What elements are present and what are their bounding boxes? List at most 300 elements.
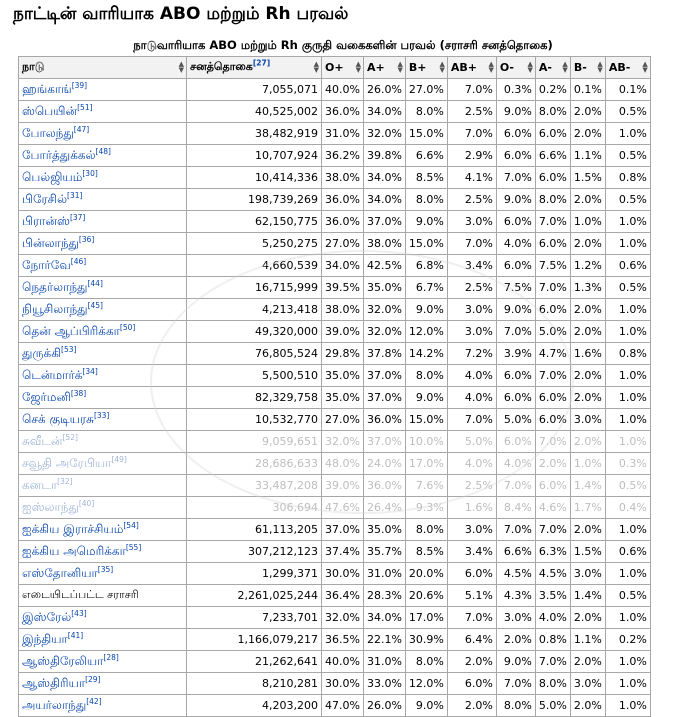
percentage-cell: 6.0% [535, 233, 570, 255]
country-cell[interactable] [19, 101, 187, 123]
reference-link[interactable]: [30] [82, 168, 98, 178]
country-link[interactable]: பிரான்ஸ் [22, 213, 70, 228]
reference-link[interactable]: [38] [70, 388, 87, 398]
percentage-cell: 17.0% [405, 453, 447, 475]
table-row [19, 79, 651, 101]
percentage-cell: 1.5% [570, 541, 605, 563]
percentage-cell: 0.5% [605, 145, 650, 167]
table-row [19, 409, 651, 431]
reference-link[interactable]: [46] [70, 256, 87, 266]
percentage-cell: 37.0% [363, 365, 405, 387]
column-header-o-positive[interactable]: O+ ▲ ▼ [322, 57, 364, 79]
percentage-cell: 7.5% [535, 255, 570, 277]
percentage-cell: 8.0% [405, 101, 447, 123]
country-cell[interactable] [19, 651, 187, 673]
reference-link[interactable]: [31] [67, 190, 83, 200]
percentage-cell: 20.6% [405, 585, 447, 607]
reference-link[interactable]: [45] [87, 300, 103, 310]
country-cell[interactable] [19, 475, 187, 497]
percentage-cell: 1.0% [605, 409, 650, 431]
column-header-b-positive[interactable]: B+ ▲ ▼ [405, 57, 447, 79]
percentage-cell: 2.0% [447, 651, 496, 673]
percentage-cell: 7.0% [447, 607, 496, 629]
table-row [19, 607, 651, 629]
percentage-cell: 39.0% [322, 321, 364, 343]
country-cell[interactable] [19, 321, 187, 343]
percentage-cell: 6.0% [535, 123, 570, 145]
reference-link[interactable]: [42] [86, 696, 102, 706]
country-link[interactable]: பிரேசில் [22, 191, 68, 206]
percentage-cell: 2.0% [570, 387, 605, 409]
percentage-cell: 27.0% [405, 79, 447, 101]
table-row [19, 123, 651, 145]
table-row [19, 299, 651, 321]
table-row [19, 519, 651, 541]
percentage-cell: 4.7% [535, 343, 570, 365]
percentage-cell: 0.2% [605, 629, 650, 651]
table-row [19, 167, 651, 189]
table-row [19, 233, 651, 255]
percentage-cell: 1.6% [447, 497, 496, 519]
percentage-cell: 2.9% [447, 145, 496, 167]
percentage-cell: 8.0% [535, 101, 570, 123]
reference-link[interactable]: [36] [78, 234, 95, 244]
percentage-cell: 6.6% [535, 145, 570, 167]
percentage-cell: 2.0% [496, 629, 535, 651]
percentage-cell: 4.0% [496, 453, 535, 475]
percentage-cell: 36.0% [363, 409, 405, 431]
percentage-cell: 2.5% [447, 277, 496, 299]
percentage-cell: 8.0% [405, 365, 447, 387]
country-link[interactable]: சுவீடன் [22, 433, 63, 448]
percentage-cell: 1.7% [570, 497, 605, 519]
percentage-cell: 4.5% [496, 563, 535, 585]
population-cell: 82,329,758 [187, 387, 322, 409]
percentage-cell: 1.0% [605, 607, 650, 629]
percentage-cell: 3.9% [496, 343, 535, 365]
country-cell[interactable] [19, 167, 187, 189]
percentage-cell: 30.9% [405, 629, 447, 651]
percentage-cell: 3.0% [570, 409, 605, 431]
country-link[interactable]: நோர்வே [22, 257, 71, 272]
country-link[interactable]: கனடா [22, 477, 58, 492]
country-cell[interactable] [19, 673, 187, 695]
percentage-cell: 31.0% [363, 651, 405, 673]
percentage-cell: 2.0% [570, 651, 605, 673]
country-cell[interactable] [19, 387, 187, 409]
percentage-cell: 32.0% [322, 431, 364, 453]
reference-link[interactable]: [29] [85, 674, 101, 684]
country-cell[interactable] [19, 123, 187, 145]
country-link[interactable]: ஹங்காங் [22, 81, 72, 96]
percentage-cell: 7.2% [447, 343, 496, 365]
percentage-cell: 7.0% [496, 673, 535, 695]
percentage-cell: 37.0% [363, 431, 405, 453]
percentage-cell: 3.0% [496, 607, 535, 629]
percentage-cell: 9.0% [405, 299, 447, 321]
percentage-cell: 15.0% [405, 123, 447, 145]
reference-link[interactable]: [27] [252, 58, 271, 68]
percentage-cell: 1.0% [605, 299, 650, 321]
percentage-cell: 15.0% [405, 409, 447, 431]
percentage-cell: 4.6% [535, 497, 570, 519]
country-cell[interactable] [19, 277, 187, 299]
country-link[interactable]: ஜேர்மனி [22, 389, 71, 404]
reference-link[interactable]: [54] [123, 520, 139, 530]
reference-link[interactable]: [41] [67, 630, 84, 640]
table-body [19, 79, 651, 717]
percentage-cell: 2.0% [570, 101, 605, 123]
country-cell[interactable] [19, 343, 187, 365]
percentage-cell: 3.0% [447, 321, 496, 343]
percentage-cell: 1.0% [605, 431, 650, 453]
percentage-cell: 28.3% [363, 585, 405, 607]
table-row [19, 255, 651, 277]
country-link[interactable]: பின்லாந்து [22, 235, 79, 250]
reference-link[interactable]: [32] [57, 476, 73, 486]
reference-link[interactable]: [49] [111, 454, 127, 464]
column-header-b-negative[interactable]: B- ▲ ▼ [570, 57, 605, 79]
percentage-cell: 6.0% [496, 211, 535, 233]
percentage-cell: 8.5% [405, 541, 447, 563]
percentage-cell: 6.0% [535, 409, 570, 431]
percentage-cell: 5.0% [535, 321, 570, 343]
percentage-cell: 6.0% [496, 123, 535, 145]
country-link[interactable]: டென்மார்க் [22, 367, 83, 382]
population-cell: 5,500,510 [187, 365, 322, 387]
percentage-cell: 8.4% [496, 497, 535, 519]
column-header-o-negative[interactable]: O- ▲ ▼ [496, 57, 535, 79]
percentage-cell: 1.0% [605, 233, 650, 255]
reference-link[interactable]: [33] [93, 410, 110, 420]
percentage-cell: 47.0% [322, 695, 364, 717]
country-cell[interactable] [19, 519, 187, 541]
percentage-cell: 9.0% [405, 695, 447, 717]
country-cell[interactable] [19, 299, 187, 321]
table-row [19, 277, 651, 299]
country-link[interactable]: எஸ்தோனியா [22, 565, 98, 580]
percentage-cell: 0.1% [570, 79, 605, 101]
sort-icon[interactable]: ▲ ▼ [597, 60, 603, 74]
population-cell: 21,262,641 [187, 651, 322, 673]
table-row [19, 585, 651, 607]
percentage-cell: 6.3% [535, 541, 570, 563]
sort-icon[interactable]: ▲ ▼ [527, 60, 533, 74]
percentage-cell: 36.2% [322, 145, 364, 167]
reference-link[interactable]: [28] [103, 652, 119, 662]
percentage-cell: 6.6% [496, 541, 535, 563]
percentage-cell: 1.0% [605, 651, 650, 673]
percentage-cell: 3.4% [447, 255, 496, 277]
reference-link[interactable]: [55] [125, 542, 142, 552]
percentage-cell: 0.3% [605, 453, 650, 475]
percentage-cell: 9.0% [405, 387, 447, 409]
percentage-cell: 8.0% [535, 673, 570, 695]
country-link[interactable]: ஐக்கிய இராச்சியம் [22, 521, 124, 536]
country-cell[interactable] [19, 409, 187, 431]
country-cell[interactable] [19, 79, 187, 101]
reference-link[interactable]: [48] [95, 146, 111, 156]
column-header-country[interactable]: நாடு ▲ ▼ [19, 57, 187, 79]
percentage-cell: 1.0% [605, 123, 650, 145]
percentage-cell: 0.6% [605, 541, 650, 563]
percentage-cell: 7.0% [535, 365, 570, 387]
percentage-cell: 2.0% [570, 431, 605, 453]
table-row [19, 497, 651, 519]
percentage-cell: 36.0% [322, 101, 364, 123]
sort-icon[interactable]: ▲ ▼ [313, 60, 319, 74]
table-row [19, 453, 651, 475]
percentage-cell: 47.6% [322, 497, 364, 519]
country-link[interactable]: ஐக்கிய அமெரிக்கா [22, 543, 126, 558]
percentage-cell: 2.0% [570, 695, 605, 717]
country-link[interactable]: போர்த்துக்கல் [22, 147, 96, 162]
percentage-cell: 35.0% [322, 365, 364, 387]
percentage-cell: 34.0% [363, 167, 405, 189]
country-link[interactable]: அயர்லாந்து [22, 697, 87, 712]
population-cell: 10,414,336 [187, 167, 322, 189]
percentage-cell: 1.0% [605, 365, 650, 387]
percentage-cell: 34.0% [322, 255, 364, 277]
population-cell: 8,210,281 [187, 673, 322, 695]
country-link[interactable]: பெல்ஜியம் [22, 169, 83, 184]
reference-link[interactable]: [34] [82, 366, 98, 376]
percentage-cell: 5.0% [447, 431, 496, 453]
percentage-cell: 4.3% [496, 585, 535, 607]
country-link[interactable]: சவூதி அரேபியா [22, 455, 112, 470]
reference-link[interactable]: [35] [97, 564, 114, 574]
percentage-cell: 0.1% [605, 79, 650, 101]
reference-link[interactable]: [53] [61, 344, 77, 354]
percentage-cell: 6.7% [405, 277, 447, 299]
country-cell[interactable] [19, 145, 187, 167]
country-link[interactable]: நெதர்லாந்து [22, 279, 88, 294]
percentage-cell: 2.5% [447, 189, 496, 211]
population-cell: 2,261,025,244 [187, 585, 322, 607]
percentage-cell: 0.4% [605, 497, 650, 519]
percentage-cell: 7.0% [535, 651, 570, 673]
percentage-cell: 38.0% [322, 167, 364, 189]
country-cell[interactable] [19, 629, 187, 651]
percentage-cell: 1.1% [570, 145, 605, 167]
reference-link[interactable]: [43] [71, 608, 87, 618]
column-header-ab-positive[interactable]: AB+ ▲ ▼ [447, 57, 496, 79]
percentage-cell: 26.0% [363, 79, 405, 101]
percentage-cell: 9.0% [496, 189, 535, 211]
percentage-cell: 17.0% [405, 607, 447, 629]
percentage-cell: 8.5% [405, 167, 447, 189]
percentage-cell: 34.0% [363, 607, 405, 629]
table-row [19, 431, 651, 453]
country-cell[interactable] [19, 255, 187, 277]
percentage-cell: 7.0% [535, 519, 570, 541]
percentage-cell: 8.0% [535, 189, 570, 211]
percentage-cell: 35.0% [322, 387, 364, 409]
population-cell: 49,320,000 [187, 321, 322, 343]
column-header-ab-negative[interactable]: AB- ▲ ▼ [605, 57, 650, 79]
population-cell: 4,203,200 [187, 695, 322, 717]
percentage-cell: 6.0% [496, 365, 535, 387]
country-cell[interactable] [19, 233, 187, 255]
percentage-cell: 0.5% [605, 475, 650, 497]
country-cell[interactable] [19, 453, 187, 475]
percentage-cell: 37.8% [363, 343, 405, 365]
population-cell: 1,299,371 [187, 563, 322, 585]
country-cell[interactable] [19, 607, 187, 629]
table-row [19, 695, 651, 717]
percentage-cell: 2.5% [447, 101, 496, 123]
percentage-cell: 9.0% [496, 101, 535, 123]
percentage-cell: 34.0% [363, 189, 405, 211]
percentage-cell: 4.0% [447, 387, 496, 409]
percentage-cell: 32.0% [322, 607, 364, 629]
percentage-cell: 36.0% [363, 475, 405, 497]
country-link[interactable]: ஆஸ்திரேலியா [22, 653, 104, 668]
table-caption: நாடுவாரியாக ABO மற்றும் Rh குருதி வகைகளின் பரவல் (சராசரி சனத்தொகை) [133, 38, 553, 52]
percentage-cell: 6.0% [496, 255, 535, 277]
percentage-cell: 9.0% [496, 651, 535, 673]
percentage-cell: 6.0% [447, 563, 496, 585]
percentage-cell: 6.0% [535, 387, 570, 409]
sort-icon[interactable]: ▲ ▼ [642, 60, 648, 74]
reference-link[interactable]: [37] [69, 212, 86, 222]
population-cell: 307,212,123 [187, 541, 322, 563]
reference-link[interactable]: [52] [62, 432, 78, 442]
reference-link[interactable]: [44] [87, 278, 103, 288]
percentage-cell: 32.0% [363, 321, 405, 343]
percentage-cell: 40.0% [322, 79, 364, 101]
blood-type-table [18, 56, 651, 717]
country-cell[interactable] [19, 563, 187, 585]
table-row [19, 387, 651, 409]
percentage-cell: 7.0% [447, 79, 496, 101]
percentage-cell: 9.0% [496, 299, 535, 321]
country-cell[interactable] [19, 431, 187, 453]
country-link[interactable]: நியூசிலாந்து [22, 301, 88, 316]
percentage-cell: 8.0% [405, 189, 447, 211]
population-cell: 10,707,924 [187, 145, 322, 167]
table-row [19, 101, 651, 123]
percentage-cell: 31.0% [363, 563, 405, 585]
table-row [19, 475, 651, 497]
country-cell[interactable] [19, 189, 187, 211]
percentage-cell: 4.1% [447, 167, 496, 189]
percentage-cell: 4.0% [535, 607, 570, 629]
country-link[interactable]: ஆஸ்திரியா [22, 675, 86, 690]
percentage-cell: 27.0% [322, 409, 364, 431]
country-cell[interactable] [19, 211, 187, 233]
percentage-cell: 2.0% [570, 123, 605, 145]
percentage-cell: 4.0% [496, 233, 535, 255]
percentage-cell: 37.4% [322, 541, 364, 563]
percentage-cell: 7.0% [447, 409, 496, 431]
percentage-cell: 3.0% [570, 673, 605, 695]
percentage-cell: 1.0% [570, 453, 605, 475]
country-link[interactable]: தென் ஆப்பிரிக்கா [22, 323, 120, 338]
sort-icon[interactable]: ▲ ▼ [355, 60, 361, 74]
percentage-cell: 10.0% [405, 431, 447, 453]
column-header-population[interactable]: சனத்தொகை[27] ▲ ▼ [187, 57, 322, 79]
percentage-cell: 1.4% [570, 585, 605, 607]
percentage-cell: 0.8% [535, 629, 570, 651]
population-cell: 9,059,651 [187, 431, 322, 453]
reference-link[interactable]: [39] [71, 80, 88, 90]
percentage-cell: 2.5% [447, 475, 496, 497]
percentage-cell: 14.2% [405, 343, 447, 365]
percentage-cell: 0.6% [605, 255, 650, 277]
percentage-cell: 30.0% [322, 673, 364, 695]
sort-icon[interactable]: ▲ ▼ [488, 60, 494, 74]
sort-icon[interactable]: ▲ ▼ [439, 60, 445, 74]
population-cell: 62,150,775 [187, 211, 322, 233]
percentage-cell: 0.5% [605, 277, 650, 299]
column-header-a-negative[interactable]: A- ▲ ▼ [535, 57, 570, 79]
percentage-cell: 0.2% [535, 79, 570, 101]
percentage-cell: 34.0% [363, 101, 405, 123]
percentage-cell: 15.0% [405, 233, 447, 255]
percentage-cell: 7.0% [535, 431, 570, 453]
reference-link[interactable]: [51] [77, 102, 93, 112]
table-row [19, 365, 651, 387]
percentage-cell: 3.0% [570, 563, 605, 585]
percentage-cell: 8.0% [405, 519, 447, 541]
sort-icon[interactable]: ▲ ▼ [562, 60, 568, 74]
percentage-cell: 35.0% [363, 277, 405, 299]
country-link[interactable]: போலந்து [22, 125, 74, 140]
country-cell[interactable] [19, 541, 187, 563]
percentage-cell: 6.4% [447, 629, 496, 651]
column-header-a-positive[interactable]: A+ ▲ ▼ [363, 57, 405, 79]
population-cell: 306,694 [187, 497, 322, 519]
sort-icon[interactable]: ▲ ▼ [178, 60, 184, 74]
reference-link[interactable]: [47] [73, 124, 90, 134]
reference-link[interactable]: [40] [78, 498, 95, 508]
percentage-cell: 38.0% [322, 299, 364, 321]
percentage-cell: 5.0% [535, 695, 570, 717]
percentage-cell: 2.0% [447, 695, 496, 717]
country-link[interactable]: இந்தியா [22, 631, 68, 646]
percentage-cell: 0.8% [605, 167, 650, 189]
population-cell: 38,482,919 [187, 123, 322, 145]
population-cell: 7,055,071 [187, 79, 322, 101]
population-cell: 7,233,701 [187, 607, 322, 629]
percentage-cell: 8.0% [405, 651, 447, 673]
country-link[interactable]: செக் குடியரசு [22, 411, 94, 426]
sort-icon[interactable]: ▲ ▼ [397, 60, 403, 74]
percentage-cell: 7.0% [496, 321, 535, 343]
country-link[interactable]: ஐஸ்லாந்து [22, 499, 79, 514]
country-link[interactable]: இஸ்ரேல் [22, 609, 72, 624]
percentage-cell: 1.0% [570, 211, 605, 233]
country-cell[interactable] [19, 695, 187, 717]
percentage-cell: 36.5% [322, 629, 364, 651]
percentage-cell: 7.6% [405, 475, 447, 497]
percentage-cell: 8.0% [496, 695, 535, 717]
population-cell: 16,715,999 [187, 277, 322, 299]
table-row [19, 673, 651, 695]
population-cell: 76,805,524 [187, 343, 322, 365]
percentage-cell: 36.0% [322, 189, 364, 211]
percentage-cell: 7.0% [496, 475, 535, 497]
country-cell[interactable] [19, 497, 187, 519]
table-row [19, 563, 651, 585]
percentage-cell: 3.5% [535, 585, 570, 607]
reference-link[interactable]: [50] [119, 322, 136, 332]
percentage-cell: 42.5% [363, 255, 405, 277]
country-link[interactable]: துருக்கி [22, 345, 62, 360]
country-cell[interactable] [19, 365, 187, 387]
country-link[interactable]: ஸ்பெயின் [22, 103, 78, 118]
